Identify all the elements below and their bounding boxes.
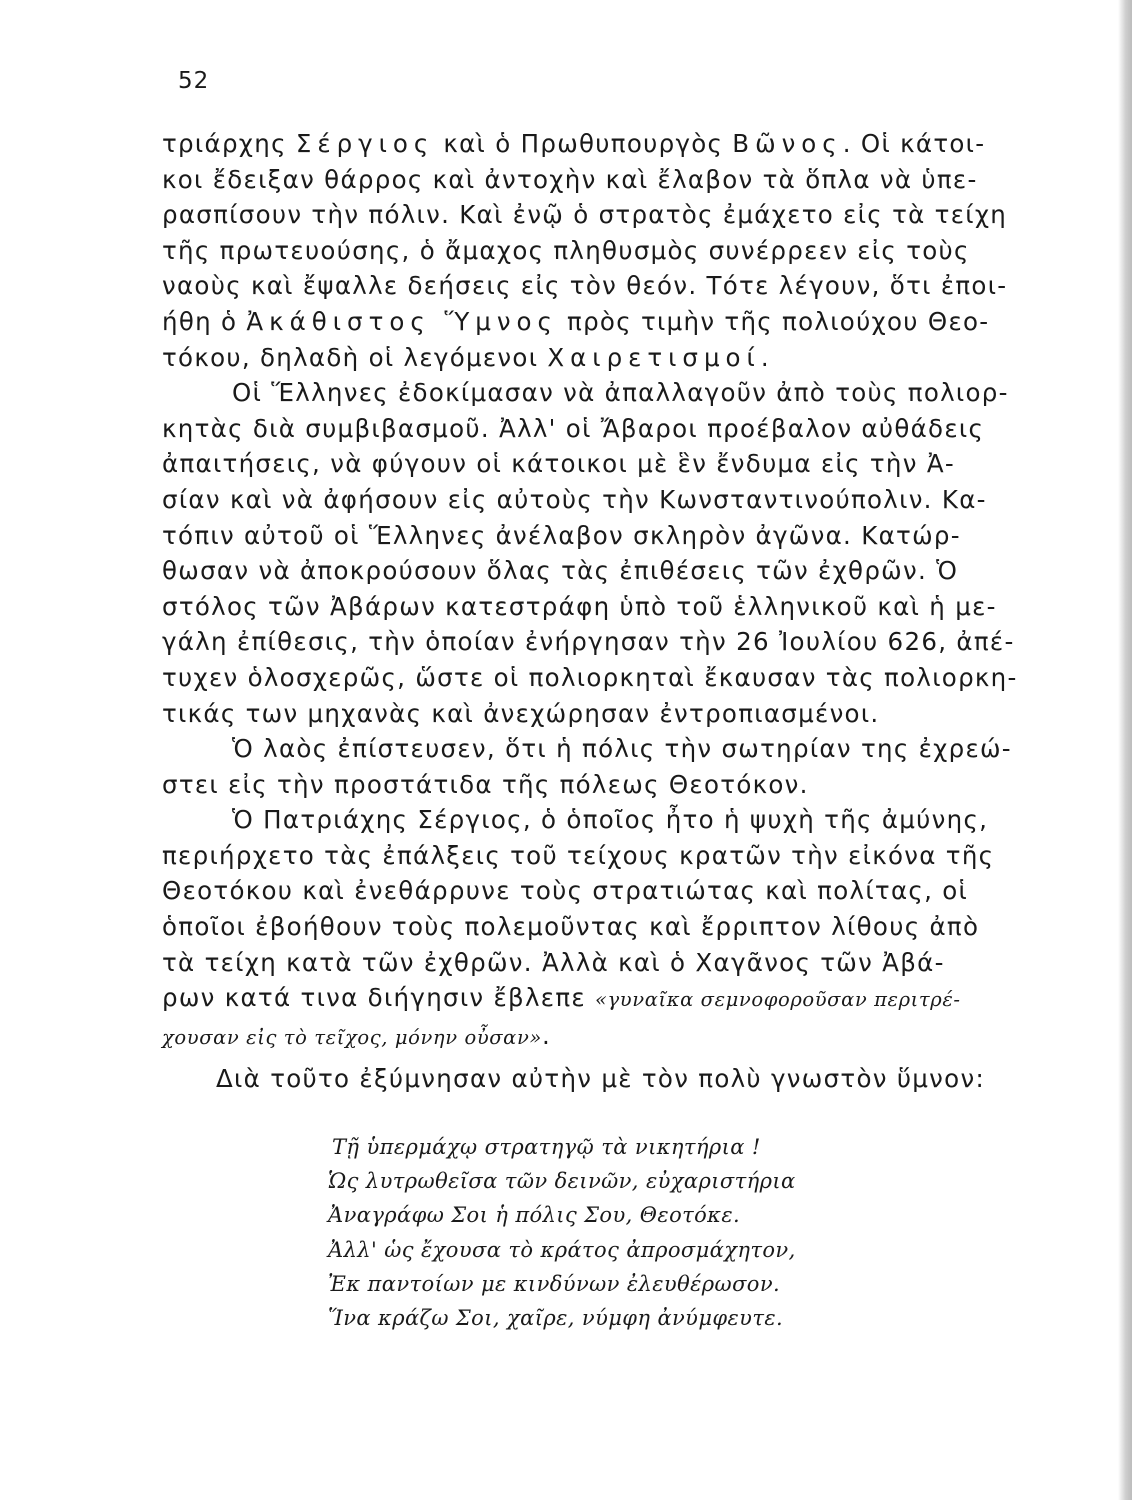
text-line: Ὁ Πατριάχης Σέργιος, ὁ ὁποῖος ἦτο ἡ ψυχὴ τῆς ἀμύνης, [232,805,989,835]
text-line: Ὁ λαὸς ἐπίστευσεν, ὅτι ἡ πόλις τὴν σωτηρίαν της ἐχρεώ- [232,734,1012,764]
text-line: θωσαν νὰ ἀποκρούσουν ὅλας τὰς ἐπιθέσεις τῶν ἐχθρῶν. Ὁ [162,556,959,586]
hymn-line: Ἀλλ' ὡς ἔχουσα τὸ κράτος ἀπροσμάχητον, [328,1237,796,1262]
text-line: Οἱ Ἕλληνες ἐδοκίμασαν νὰ ἀπαλλαγοῦν ἀπὸ τοὺς πολιορ- [232,378,1009,408]
text-line: ἀπαιτήσεις, νὰ φύγουν οἱ κάτοικοι μὲ ἓν ἔνδυμα εἰς τὴν Ἀ- [162,449,956,479]
hymn-line: Ἀναγράφω Σοι ἡ πόλις Σου, Θεοτόκε. [328,1203,741,1228]
text-line: Διὰ τοῦτο ἐξύμνησαν αὐτὴν μὲ τὸν πολὺ γνωστὸν ὕμνον: [216,1064,985,1094]
text-line: στει εἰς τὴν προστάτιδα τῆς πόλεως Θεοτόκον. [162,769,809,799]
page-number: 52 [178,68,210,94]
hymn-line: Ἐκ παντοίων με κινδύνων ἐλευθέρωσον. [328,1271,781,1296]
text-line: τῆς πρωτευούσης, ὁ ἄμαχος πληθυσμὸς συνέρρεεν εἰς τοὺς [162,235,970,265]
hymn-verse [322,1130,882,1335]
text-line: ναοὺς καὶ ἔψαλλε δεήσεις εἰς τὸν θεόν. Τότε λέγουν, ὅτι ἐποι- [162,271,1008,301]
text-line: τόπιν αὐτοῦ οἱ Ἕλληνες ἀνέλαβον σκληρὸν ἀγῶνα. Κατώρ- [162,520,961,550]
text-line: τριάρχης Σέργιος καὶ ὁ Πρωθυπουργὸς Βῶνος. Οἱ κάτοι- [162,129,986,158]
text-line: τικάς των μηχανὰς καὶ ἀνεχώρησαν ἐντροπιασμένοι. [162,698,880,728]
hymn-line: Ἵνα κράζω Σοι, χαῖρε, νύμφη ἀνύμφευτε. [328,1306,784,1331]
text-line: τόκου, δηλαδὴ οἱ λεγόμενοι Χαιρετισμοί. [162,342,770,372]
text-line: χουσαν εἰς τὸ τεῖχος, μόνην οὖσαν». [162,1020,552,1050]
text-line: τὰ τείχη κατὰ τῶν ἐχθρῶν. Ἀλλὰ καὶ ὁ Χαγᾶνος τῶν Ἀβά- [162,947,945,977]
text-line: ρασπίσουν τὴν πόλιν. Καὶ ἐνῷ ὁ στρατὸς ἐμάχετο εἰς τὰ τείχη [162,200,1008,230]
text-line: ρων κατά τινα διήγησιν ἔβλεπε «γυναῖκα σεμνοφοροῦσαν περιτρέ- [162,983,961,1013]
text-line: τυχεν ὁλοσχερῶς, ὥστε οἱ πολιορκηταὶ ἔκαυσαν τὰς πολιορκη- [162,662,1018,692]
text-line: ὁποῖοι ἐβοήθουν τοὺς πολεμοῦντας καὶ ἔρριπτον λίθους ἀπὸ [162,912,980,942]
text-line: κητὰς διὰ συμβιβασμοῦ. Ἀλλ' οἱ Ἄβαροι προέβαλον αὐθάδεις [162,413,985,443]
text-line: στόλος τῶν Ἀβάρων κατεστράφη ὑπὸ τοῦ ἑλληνικοῦ καὶ ἡ με- [162,591,997,621]
hymn-line: Ὡς λυτρωθεῖσα τῶν δεινῶν, εὐχαριστήρια [328,1169,796,1194]
page-edge-shadow [1118,0,1132,1500]
hymn-line: Τῇ ὑπερμάχῳ στρατηγῷ τὰ νικητήρια ! [332,1135,761,1159]
text-line: κοι ἔδειξαν θάρρος καὶ ἀντοχὴν καὶ ἔλαβον τὰ ὅπλα νὰ ὑπε- [162,164,978,194]
body-text [162,126,1074,1097]
text-line: ήθη ὁ Ἀκάθιστος Ὕμνος πρὸς τιμὴν τῆς πολιούχου Θεο- [162,306,990,336]
text-line: γάλη ἐπίθεσις, τὴν ὁποίαν ἐνήργησαν τὴν 26 Ἰουλίου 626, ἀπέ- [162,627,1015,657]
text-line: σίαν καὶ νὰ ἀφήσουν εἰς αὐτοὺς τὴν Κωνσταντινούπολιν. Κα- [162,484,987,514]
text-line: Θεοτόκου καὶ ἐνεθάρρυνε τοὺς στρατιώτας καὶ πολίτας, οἱ [162,876,969,906]
text-line: περιήρχετο τὰς ἐπάλξεις τοῦ τείχους κρατῶν τὴν εἰκόνα τῆς [162,840,995,870]
